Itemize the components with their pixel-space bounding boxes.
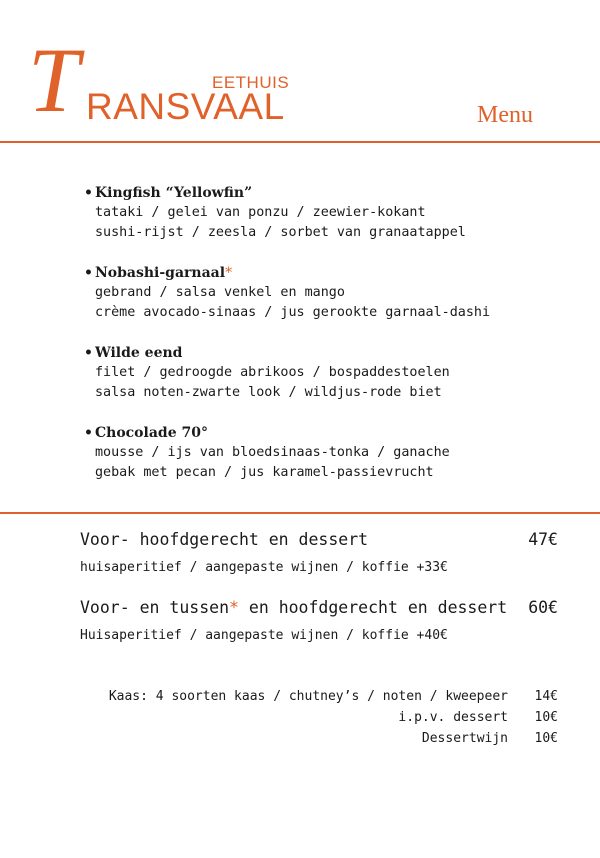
course-item bbox=[84, 343, 584, 403]
offer-subtitle: huisaperitief / aangepaste wijnen / koffie +33€ bbox=[80, 560, 448, 575]
asterisk-mark: * bbox=[225, 265, 233, 281]
course-item bbox=[84, 423, 584, 483]
course-description: salsa noten-zwarte look / wildjus-rode biet bbox=[95, 385, 442, 400]
logo-letter-t: T bbox=[28, 29, 80, 131]
bullet: • bbox=[84, 345, 93, 361]
middle-divider bbox=[0, 512, 600, 514]
menu-title: Menu bbox=[477, 102, 533, 128]
cheese-line bbox=[80, 729, 558, 749]
course-description: mousse / ijs van bloedsinaas-tonka / ganache bbox=[95, 445, 450, 460]
course-name: Kingfish “Yellowfin” bbox=[95, 185, 253, 201]
course-item bbox=[84, 183, 584, 243]
course-name: Nobashi-garnaal bbox=[95, 265, 226, 281]
offer-title-suffix: en hoofdgerecht en dessert bbox=[238, 598, 508, 617]
offer-title bbox=[80, 597, 558, 619]
course-description: filet / gedroogde abrikoos / bospaddestoelen bbox=[95, 365, 450, 380]
cheese-line bbox=[80, 687, 558, 707]
offer-subtitle: Huisaperitief / aangepaste wijnen / koffie +40€ bbox=[80, 628, 448, 643]
course-item bbox=[84, 263, 584, 323]
offer-title bbox=[80, 529, 558, 551]
cheese-price: 14€ bbox=[534, 689, 558, 704]
logo-transvaal-text: RANSVAAL bbox=[86, 86, 285, 127]
course-name: Chocolade 70° bbox=[95, 425, 208, 441]
course-name: Wilde eend bbox=[95, 345, 183, 361]
course-description: tataki / gelei van ponzu / zeewier-kokant bbox=[95, 205, 426, 220]
cheese-label: i.p.v. dessert bbox=[398, 710, 508, 725]
offer-title-text: Voor- hoofdgerecht en dessert bbox=[80, 530, 369, 549]
cheese-label: Dessertwijn bbox=[421, 731, 508, 746]
bullet: • bbox=[84, 425, 93, 441]
course-list bbox=[84, 183, 584, 503]
course-description: crème avocado-sinaas / jus gerookte garnaal-dashi bbox=[95, 305, 491, 320]
offer-price: 47€ bbox=[528, 530, 558, 549]
cheese-line bbox=[80, 708, 558, 728]
cheese-price: 10€ bbox=[534, 731, 558, 746]
course-description: sushi-rijst / zeesla / sorbet van granaatappel bbox=[95, 225, 466, 240]
asterisk-mark: * bbox=[229, 598, 239, 617]
bullet: • bbox=[84, 185, 93, 201]
course-description: gebak met pecan / jus karamel-passievrucht bbox=[95, 465, 434, 480]
cheese-label: Kaas: 4 soorten kaas / chutney’s / noten / kweepeer bbox=[108, 689, 508, 704]
course-description: gebrand / salsa venkel en mango bbox=[95, 285, 345, 300]
bullet: • bbox=[84, 265, 93, 281]
top-divider bbox=[0, 141, 600, 143]
cheese-price: 10€ bbox=[534, 710, 558, 725]
offer-price: 60€ bbox=[528, 598, 558, 617]
offer-title-text: Voor- en tussen bbox=[80, 598, 230, 617]
logo-eethuis-text: EETHUIS bbox=[212, 73, 290, 92]
restaurant-logo bbox=[0, 29, 360, 140]
